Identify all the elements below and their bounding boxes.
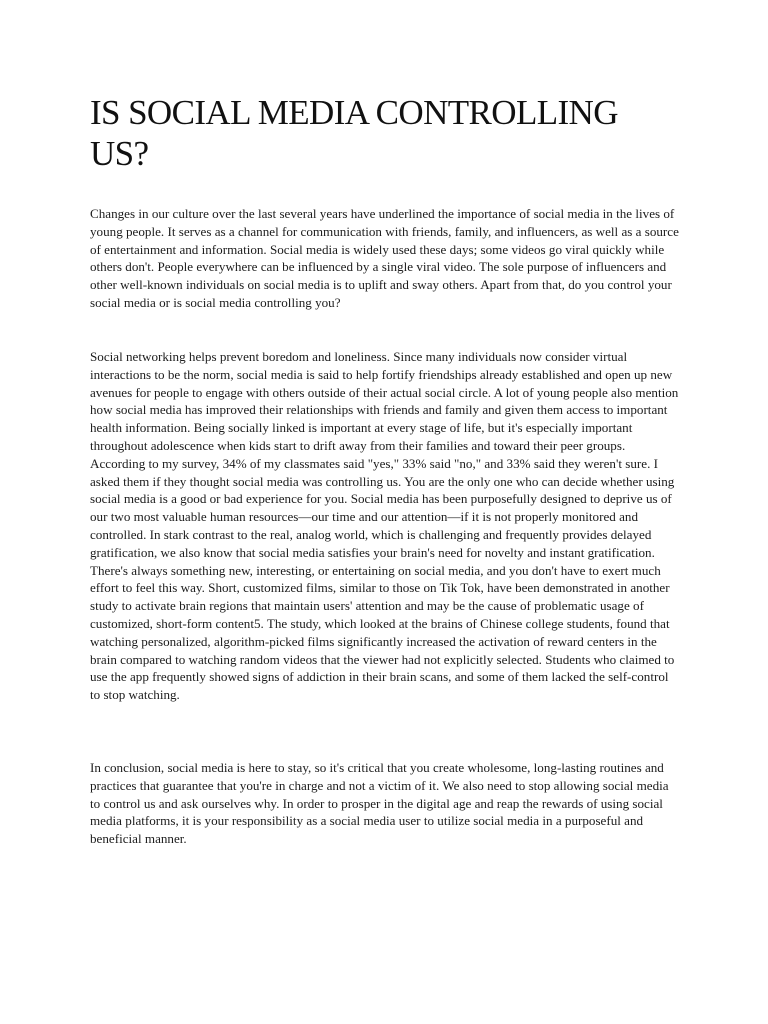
document-title: IS SOCIAL MEDIA CONTROLLING US? — [90, 93, 618, 173]
paragraph-introduction: Changes in our culture over the last several years have underlined the importance of social media in the lives of young people. It serves as a channel for communication with friends, family, and influencers, as well as a source of entertainment and information. Social media is widely used these days; some videos go viral quickly while others don't. People everywhere can be influenced by a single viral video. The sole purpose of influencers and other well-known individuals on social media is to uplift and sway others. Apart from that, do you control your social media or is social media controlling you? — [90, 206, 679, 310]
paragraph-conclusion: In conclusion, social media is here to stay, so it's critical that you create wholesome, long-lasting routines and practices that guarantee that you're in charge and not a victim of it. We also need to stop allowing social media to control us and ask ourselves why. In order to prosper in the digital age and reap the rewards of using social media platforms, it is your responsibility as a social media user to utilize social media in a purposeful and beneficial manner. — [90, 760, 669, 847]
paragraph-body: Social networking helps prevent boredom and loneliness. Since many individuals now consider virtual interactions to be the norm, social media is said to help fortify friendships already established and open up new avenues for people to engage with others outside of their actual social circle. A lot of young people also mention how social media has improved their relationships with friends and family and given them access to important health information. Being socially linked is important at every stage of life, but it's especially important throughout adolescence when kids start to drift away from their families and toward their peer groups. According to my survey, 34% of my classmates said "yes," 33% said "no," and 33% said they weren't sure. I asked them if they thought social media was controlling us. You are the only one who can decide whether using social media is a good or bad experience for you. Social media has been purposefully designed to deprive us of our two most valuable human resources—our time and our attention—if it is not properly monitored and controlled. In stark contrast to the real, analog world, which is challenging and frequently provides delayed gratification, we also know that social media satisfies your brain's need for novelty and instant gratification. There's always something new, interesting, or entertaining on social media, and you don't have to exert much effort to feel this way. Short, customized films, similar to those on Tik Tok, have been demonstrated in another study to activate brain regions that maintain users' attention and may be the cause of problematic usage of customized, short-form content5. The study, which looked at the brains of Chinese college students, found that watching personalized, algorithm-picked films significantly increased the activation of reward centers in the brain compared to watching random videos that the viewer had not explicitly selected. Students who claimed to use the app frequently showed signs of addiction in their brain scans, and some of them lacked the self-control to stop watching. — [90, 349, 679, 703]
